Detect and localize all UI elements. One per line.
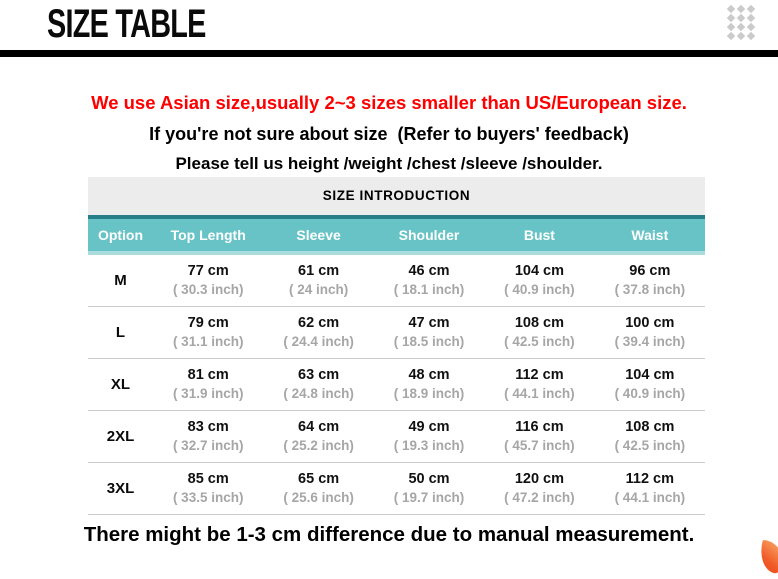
cm-value: 100 cm xyxy=(625,315,675,331)
size-option-label: L xyxy=(115,324,126,341)
measurement-cell xyxy=(263,418,373,455)
size-option-label: XL xyxy=(110,376,131,393)
column-header-waist: Waist xyxy=(631,227,669,243)
inch-value: ( 31.1 inch) xyxy=(172,334,244,349)
notice-asian-size: We use Asian size,usually 2~3 sizes smaller than US/European size. xyxy=(91,92,687,113)
inch-value: ( 42.5 inch) xyxy=(614,438,686,453)
measurement-cell xyxy=(374,366,484,403)
measurement-cell xyxy=(263,470,373,507)
inch-value: ( 47.2 inch) xyxy=(504,490,575,505)
notice-not-sure: If you're not sure about size (Refer to buyers' feedback) xyxy=(149,124,629,144)
cm-value: 112 cm xyxy=(625,471,675,487)
measurement-cell xyxy=(263,314,373,351)
inch-value: ( 18.1 inch) xyxy=(393,282,465,297)
inch-value: ( 24.8 inch) xyxy=(283,386,354,401)
dot xyxy=(747,5,755,13)
inch-value: ( 40.9 inch) xyxy=(614,386,686,401)
cm-value: 62 cm xyxy=(298,315,340,331)
inch-value: ( 25.2 inch) xyxy=(283,438,354,453)
dot xyxy=(727,23,735,31)
cm-value: 120 cm xyxy=(514,471,565,487)
measurement-cell xyxy=(263,366,373,403)
dot xyxy=(747,14,755,22)
cm-value: 116 cm xyxy=(515,419,564,435)
cm-value: 85 cm xyxy=(187,471,229,487)
table-header-row xyxy=(88,219,705,251)
cm-value: 104 cm xyxy=(514,263,565,279)
size-option-label: M xyxy=(114,272,127,289)
size-table xyxy=(88,177,705,515)
column-header-sleeve: Sleeve xyxy=(296,227,341,243)
measurement-cell xyxy=(153,470,263,507)
measurement-cell xyxy=(595,470,705,507)
inch-value: ( 44.1 inch) xyxy=(614,490,686,505)
cm-value: 112 cm xyxy=(515,367,564,383)
inch-value: ( 19.7 inch) xyxy=(393,490,465,505)
cm-value: 63 cm xyxy=(298,367,340,383)
measurement-cell xyxy=(484,470,594,507)
measurement-cell xyxy=(595,314,705,351)
notice-block xyxy=(0,92,778,174)
table-row-m xyxy=(88,255,705,307)
cm-value: 48 cm xyxy=(408,367,450,383)
cm-value: 49 cm xyxy=(408,419,450,435)
inch-value: ( 31.9 inch) xyxy=(172,386,244,401)
inch-value: ( 19.3 inch) xyxy=(393,438,465,453)
measurement-cell xyxy=(153,262,263,299)
table-row-2xl xyxy=(88,411,705,463)
cm-value: 47 cm xyxy=(408,315,450,331)
column-header-option: Option xyxy=(97,227,144,243)
cm-value: 96 cm xyxy=(629,263,671,279)
inch-value: ( 33.5 inch) xyxy=(172,490,244,505)
cm-value: 50 cm xyxy=(408,471,450,487)
cm-value: 79 cm xyxy=(187,315,229,331)
inch-value: ( 18.5 inch) xyxy=(393,334,465,349)
cm-value: 61 cm xyxy=(298,263,340,279)
inch-value: ( 45.7 inch) xyxy=(504,438,575,453)
column-header-bust: Bust xyxy=(523,227,555,243)
dot xyxy=(747,32,755,40)
dot xyxy=(727,32,735,40)
dot xyxy=(727,14,735,22)
cm-value: 108 cm xyxy=(625,419,675,435)
cm-value: 77 cm xyxy=(187,263,229,279)
measurement-cell xyxy=(153,366,263,403)
table-row-l xyxy=(88,307,705,359)
grip-dots-icon xyxy=(727,5,757,41)
cm-value: 46 cm xyxy=(408,263,450,279)
inch-value: ( 37.8 inch) xyxy=(614,282,686,297)
inch-value: ( 30.3 inch) xyxy=(172,282,244,297)
column-header-top-length: Top Length xyxy=(170,227,246,243)
measurement-cell xyxy=(484,366,594,403)
dot xyxy=(737,23,745,31)
inch-value: ( 42.5 inch) xyxy=(504,334,575,349)
inch-value: ( 44.1 inch) xyxy=(504,386,575,401)
header-divider-bar xyxy=(0,50,778,57)
cm-value: 108 cm xyxy=(514,315,565,331)
measurement-cell xyxy=(484,314,594,351)
cm-value: 83 cm xyxy=(187,419,229,435)
size-option-label: 3XL xyxy=(106,480,135,497)
measurement-cell xyxy=(153,418,263,455)
inch-value: ( 39.4 inch) xyxy=(614,334,686,349)
cm-value: 81 cm xyxy=(187,367,229,383)
dot xyxy=(737,5,745,13)
inch-value: ( 24 inch) xyxy=(288,282,349,297)
inch-value: ( 25.6 inch) xyxy=(283,490,354,505)
measurement-cell xyxy=(595,262,705,299)
cm-value: 65 cm xyxy=(298,471,340,487)
inch-value: ( 32.7 inch) xyxy=(172,438,244,453)
page-title: SIZE TABLE xyxy=(47,2,206,46)
measurement-cell xyxy=(595,366,705,403)
dot xyxy=(747,23,755,31)
measurement-cell xyxy=(595,418,705,455)
measurement-cell xyxy=(484,262,594,299)
table-row-3xl xyxy=(88,463,705,515)
cm-value: 64 cm xyxy=(298,419,340,435)
size-option-label: 2XL xyxy=(106,428,135,445)
inch-value: ( 40.9 inch) xyxy=(504,282,575,297)
measurement-cell xyxy=(374,418,484,455)
inch-value: ( 18.9 inch) xyxy=(393,386,465,401)
measurement-cell xyxy=(374,470,484,507)
column-header-shoulder: Shoulder xyxy=(398,227,460,243)
table-row-xl xyxy=(88,359,705,411)
measurement-cell xyxy=(153,314,263,351)
size-introduction-bar: SIZE INTRODUCTION xyxy=(88,177,705,215)
measurement-cell xyxy=(263,262,373,299)
measurement-cell xyxy=(374,314,484,351)
measurement-cell xyxy=(374,262,484,299)
dot xyxy=(737,32,745,40)
notice-tell-us: Please tell us height /weight /chest /sleeve /shoulder. xyxy=(175,154,603,173)
inch-value: ( 24.4 inch) xyxy=(283,334,354,349)
dot xyxy=(737,14,745,22)
dot xyxy=(727,5,735,13)
measurement-cell xyxy=(484,418,594,455)
cm-value: 104 cm xyxy=(625,367,675,383)
measurement-disclaimer: There might be 1-3 cm difference due to manual measurement. xyxy=(83,523,695,546)
